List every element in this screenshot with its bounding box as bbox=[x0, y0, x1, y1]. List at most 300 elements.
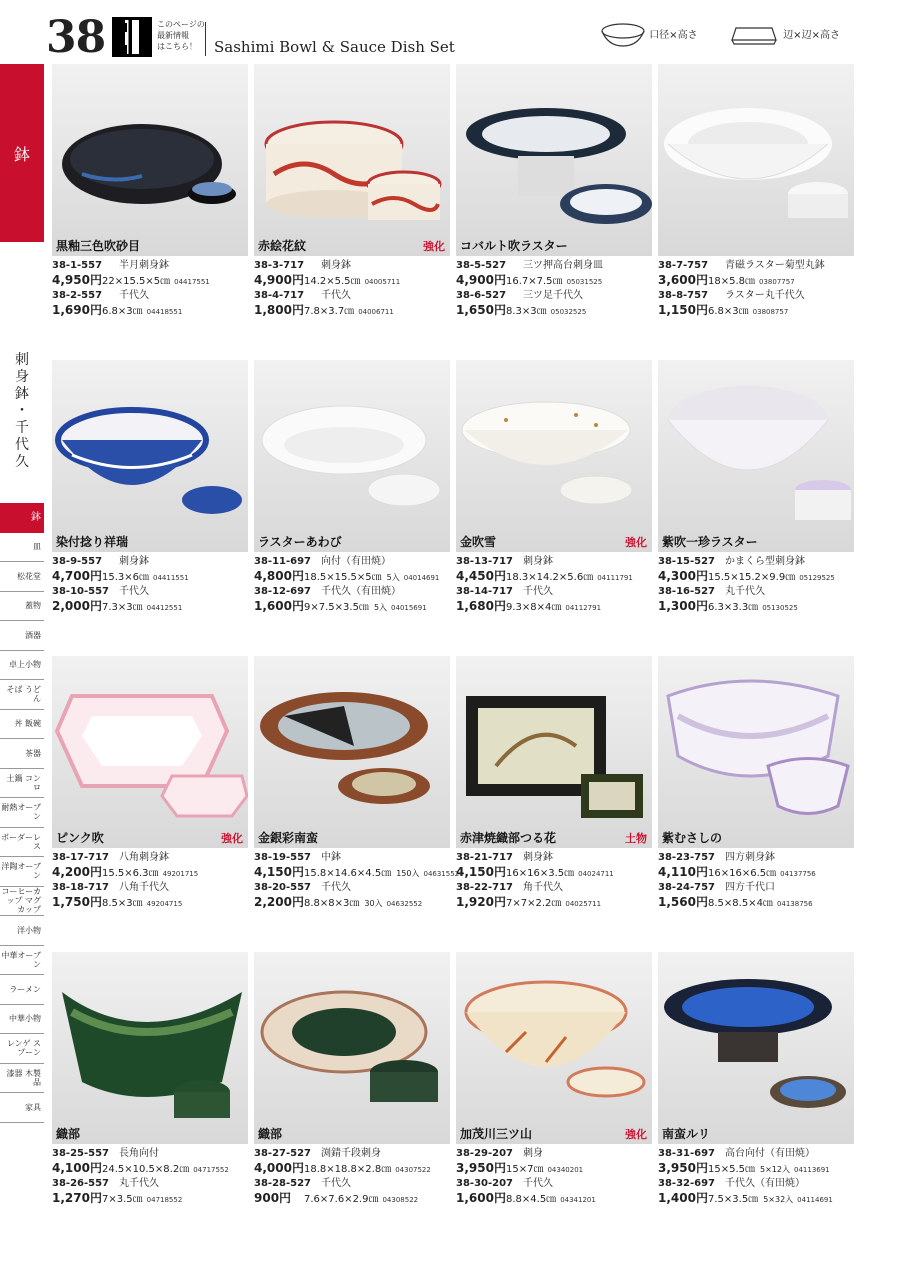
product-quantity: 5×12入 bbox=[760, 1165, 790, 1174]
product-price: 1,680円 bbox=[456, 599, 506, 613]
product-jan: 04015691 bbox=[391, 604, 427, 612]
product-name: 赤絵花紋 bbox=[258, 239, 307, 253]
product-desc: 八角刺身鉢 bbox=[119, 852, 169, 863]
product-desc: 刺身鉢 bbox=[523, 852, 553, 863]
product-image bbox=[456, 360, 652, 552]
product-code: 38-28-527 bbox=[254, 1178, 312, 1189]
product-code-line bbox=[254, 555, 450, 569]
product-card[interactable] bbox=[52, 952, 248, 1207]
product-card[interactable] bbox=[658, 656, 854, 911]
product-image bbox=[456, 656, 652, 848]
product-name: 赤津焼織部つる花 bbox=[460, 831, 557, 845]
product-info bbox=[658, 1147, 854, 1207]
product-code-line bbox=[52, 585, 248, 599]
product-price-line bbox=[52, 895, 248, 911]
product-price: 1,650円 bbox=[456, 303, 506, 317]
product-name: 染付捻り祥瑞 bbox=[56, 535, 129, 549]
product-code: 38-9-557 bbox=[52, 556, 103, 567]
product-desc: 四方刺身鉢 bbox=[725, 852, 775, 863]
product-size: 16.7×7.5㎝ bbox=[506, 276, 563, 287]
product-code-line bbox=[456, 259, 652, 273]
product-desc: 半月刺身鉢 bbox=[119, 260, 169, 271]
product-quantity: 30入 bbox=[364, 899, 383, 908]
product-price-line bbox=[254, 599, 450, 615]
product-code: 38-3-717 bbox=[254, 260, 305, 271]
product-image bbox=[52, 656, 248, 848]
product-price: 3,600円 bbox=[658, 273, 708, 287]
product-price-line bbox=[52, 569, 248, 585]
product-name: 織部 bbox=[258, 1127, 283, 1141]
product-size: 18.5×15.5×5㎝ bbox=[304, 572, 382, 583]
product-price-line bbox=[456, 895, 652, 911]
product-size: 7.3×3㎝ bbox=[102, 602, 143, 613]
product-jan: 04024711 bbox=[578, 870, 614, 878]
product-photo bbox=[658, 952, 854, 1144]
product-code-line bbox=[254, 289, 450, 303]
product-code: 38-10-557 bbox=[52, 586, 110, 597]
side-category-item[interactable]: 松花堂 bbox=[0, 562, 44, 592]
side-category-item[interactable]: そば うどん bbox=[0, 680, 44, 710]
page-number: 38 bbox=[46, 12, 106, 63]
product-price-line bbox=[254, 895, 450, 911]
product-code-line bbox=[254, 585, 450, 599]
product-card[interactable] bbox=[658, 360, 854, 615]
product-badge: 強化 bbox=[625, 536, 647, 549]
product-desc: 丸千代久 bbox=[119, 1178, 159, 1189]
product-code: 38-30-207 bbox=[456, 1178, 514, 1189]
product-jan: 04418551 bbox=[146, 308, 183, 316]
product-info bbox=[254, 259, 450, 319]
page-title: Sashimi Bowl & Sauce Dish Set bbox=[214, 38, 455, 56]
product-size: 15.3×6㎝ bbox=[102, 572, 150, 583]
product-desc: 千代久 bbox=[119, 290, 149, 301]
product-price-line bbox=[456, 569, 652, 585]
product-jan: 04006711 bbox=[358, 308, 394, 316]
product-desc: 千代久（有田焼） bbox=[321, 586, 401, 597]
legend-square bbox=[728, 22, 840, 48]
product-price-line bbox=[456, 865, 652, 881]
product-desc: 高台向付（有田焼） bbox=[725, 1148, 815, 1159]
product-size: 16×16×6.5㎝ bbox=[708, 868, 777, 879]
product-price-line bbox=[658, 1191, 854, 1207]
side-category-item[interactable]: レンゲ スプーン bbox=[0, 1034, 44, 1064]
product-info bbox=[52, 555, 248, 615]
product-image bbox=[254, 64, 450, 256]
product-price: 3,950円 bbox=[658, 1161, 708, 1175]
side-category-item[interactable]: 鉢 bbox=[0, 503, 44, 533]
product-code: 38-22-717 bbox=[456, 882, 514, 893]
product-price: 4,900円 bbox=[254, 273, 304, 287]
product-code-line bbox=[254, 259, 450, 273]
product-card[interactable] bbox=[456, 64, 652, 319]
product-quantity: 5入 bbox=[373, 603, 388, 612]
product-code: 38-21-717 bbox=[456, 852, 514, 863]
product-name: ピンク吹 bbox=[56, 831, 104, 845]
product-card[interactable] bbox=[456, 952, 652, 1207]
product-price: 4,200円 bbox=[52, 865, 102, 879]
product-jan: 49204715 bbox=[146, 900, 183, 908]
product-jan: 04005711 bbox=[364, 278, 401, 286]
product-price-line bbox=[658, 273, 854, 289]
product-jan: 03808757 bbox=[752, 308, 789, 316]
product-photo bbox=[254, 952, 450, 1144]
product-code: 38-17-717 bbox=[52, 852, 110, 863]
product-code-line bbox=[456, 851, 652, 865]
product-price-line bbox=[658, 1161, 854, 1177]
product-price-line bbox=[456, 273, 652, 289]
side-section-char: 千 bbox=[15, 420, 29, 436]
product-price: 1,920円 bbox=[456, 895, 506, 909]
product-image bbox=[254, 360, 450, 552]
product-code-line bbox=[52, 881, 248, 895]
product-card[interactable] bbox=[456, 656, 652, 911]
product-code: 38-27-527 bbox=[254, 1148, 312, 1159]
product-price-line bbox=[658, 303, 854, 319]
product-code: 38-19-557 bbox=[254, 852, 312, 863]
product-price-line bbox=[254, 1161, 450, 1177]
product-code: 38-7-757 bbox=[658, 260, 709, 271]
legend-round bbox=[600, 22, 698, 48]
product-price-line bbox=[658, 569, 854, 585]
product-price: 1,690円 bbox=[52, 303, 102, 317]
qr-caption bbox=[157, 19, 205, 52]
product-code-line bbox=[658, 259, 854, 273]
product-size: 15×7㎝ bbox=[506, 1164, 544, 1175]
product-card[interactable] bbox=[658, 952, 854, 1207]
product-jan: 04307522 bbox=[395, 1166, 431, 1174]
product-code-line bbox=[52, 1177, 248, 1191]
product-desc: 角千代久 bbox=[523, 882, 563, 893]
product-desc: 三ツ押高台刺身皿 bbox=[523, 260, 603, 271]
product-code: 38-11-697 bbox=[254, 556, 312, 567]
side-section-char: 身 bbox=[15, 369, 29, 385]
product-jan: 04114691 bbox=[797, 1196, 833, 1204]
product-size: 6.3×3.3㎝ bbox=[708, 602, 759, 613]
product-price: 2,200円 bbox=[254, 895, 304, 909]
product-info bbox=[254, 1147, 450, 1207]
product-code-line bbox=[658, 585, 854, 599]
product-name: 織部 bbox=[56, 1127, 81, 1141]
product-price-line bbox=[52, 1161, 248, 1177]
product-quantity: 5入 bbox=[386, 573, 400, 582]
product-code: 38-12-697 bbox=[254, 586, 312, 597]
product-jan: 05032525 bbox=[550, 308, 587, 316]
product-code: 38-15-527 bbox=[658, 556, 716, 567]
product-name: ラスターあわび bbox=[258, 535, 342, 549]
product-code: 38-8-757 bbox=[658, 290, 709, 301]
product-price: 1,300円 bbox=[658, 599, 708, 613]
side-category-item[interactable]: ラーメン bbox=[0, 975, 44, 1005]
side-category-item[interactable]: コーヒーカップ マグカップ bbox=[0, 887, 44, 917]
product-price: 4,700円 bbox=[52, 569, 102, 583]
product-desc: 長角向付 bbox=[119, 1148, 159, 1159]
product-size: 6.8×3㎝ bbox=[102, 306, 143, 317]
product-jan: 04138756 bbox=[776, 900, 813, 908]
product-name: 金銀彩南蛮 bbox=[258, 831, 319, 845]
side-section-char: ・ bbox=[15, 403, 29, 419]
product-card[interactable] bbox=[52, 360, 248, 615]
product-desc: 八角千代久 bbox=[119, 882, 169, 893]
product-price: 4,100円 bbox=[52, 1161, 102, 1175]
round-bowl-icon bbox=[600, 22, 646, 48]
product-photo bbox=[456, 360, 652, 552]
product-quantity: 150入 bbox=[396, 869, 420, 878]
product-info bbox=[456, 851, 652, 911]
side-category-item[interactable]: 家具 bbox=[0, 1093, 44, 1123]
product-size: 9×7.5×3.5㎝ bbox=[304, 602, 369, 613]
product-name: 金吹雪 bbox=[460, 535, 497, 549]
product-price-line bbox=[254, 303, 450, 319]
product-code: 38-23-757 bbox=[658, 852, 716, 863]
product-code: 38-1-557 bbox=[52, 260, 103, 271]
product-photo bbox=[52, 656, 248, 848]
product-code-line bbox=[52, 289, 248, 303]
product-badge: 強化 bbox=[625, 1128, 647, 1141]
side-category-item[interactable]: 中華オーブン bbox=[0, 946, 44, 976]
product-code: 38-24-757 bbox=[658, 882, 716, 893]
product-photo bbox=[456, 64, 652, 256]
product-size: 15.5×6.3㎝ bbox=[102, 868, 159, 879]
product-jan: 04308522 bbox=[382, 1196, 419, 1204]
product-jan: 04025711 bbox=[565, 900, 602, 908]
side-category-item[interactable]: 土鍋 コンロ bbox=[0, 769, 44, 799]
product-code: 38-26-557 bbox=[52, 1178, 110, 1189]
product-price: 4,950円 bbox=[52, 273, 102, 287]
product-code-line bbox=[658, 1147, 854, 1161]
product-jan: 05031525 bbox=[566, 278, 603, 286]
side-category-item[interactable]: ボーダーレス bbox=[0, 828, 44, 858]
product-image bbox=[658, 656, 854, 848]
product-size: 7×3.5㎝ bbox=[102, 1194, 143, 1205]
product-price: 4,900円 bbox=[456, 273, 506, 287]
product-code-line bbox=[456, 289, 652, 303]
product-size: 8.8×8×3㎝ bbox=[304, 898, 360, 909]
product-jan: 05129525 bbox=[799, 574, 835, 582]
product-price-line bbox=[456, 1161, 652, 1177]
product-desc: 青磁ラスター菊型丸鉢 bbox=[725, 260, 825, 271]
product-price: 2,000円 bbox=[52, 599, 102, 613]
product-jan: 04112791 bbox=[565, 604, 602, 612]
product-image bbox=[456, 952, 652, 1144]
product-jan: 04412551 bbox=[146, 604, 183, 612]
product-photo bbox=[254, 656, 450, 848]
product-price: 4,110円 bbox=[658, 865, 708, 879]
product-size: 9.3×8×4㎝ bbox=[506, 602, 562, 613]
product-code-line bbox=[254, 881, 450, 895]
product-desc: 千代久 bbox=[119, 586, 149, 597]
product-card[interactable] bbox=[254, 952, 450, 1207]
product-size: 7.5×3.5㎝ bbox=[708, 1194, 759, 1205]
product-photo bbox=[456, 656, 652, 848]
product-code: 38-25-557 bbox=[52, 1148, 110, 1159]
product-code: 38-18-717 bbox=[52, 882, 110, 893]
product-code-line bbox=[52, 1147, 248, 1161]
product-code-line bbox=[254, 1147, 450, 1161]
product-info bbox=[254, 555, 450, 615]
product-price-line bbox=[456, 303, 652, 319]
side-category-item[interactable]: 酒器 bbox=[0, 621, 44, 651]
product-size: 16×16×3.5㎝ bbox=[506, 868, 575, 879]
product-price: 4,150円 bbox=[456, 865, 506, 879]
side-category-list bbox=[0, 503, 44, 1123]
product-image bbox=[52, 952, 248, 1144]
product-code-line bbox=[52, 851, 248, 865]
product-size: 8.5×3㎝ bbox=[102, 898, 143, 909]
product-desc: 刺身鉢 bbox=[523, 556, 553, 567]
product-photo bbox=[658, 656, 854, 848]
product-desc: 千代久（有田焼） bbox=[725, 1178, 805, 1189]
product-size: 18.3×14.2×5.6㎝ bbox=[506, 572, 594, 583]
product-desc: かまくら型刺身鉢 bbox=[725, 556, 805, 567]
product-badge: 強化 bbox=[423, 240, 445, 253]
product-price-line bbox=[254, 569, 450, 585]
product-desc: 千代久 bbox=[523, 586, 553, 597]
product-price: 900円 bbox=[254, 1191, 292, 1205]
product-photo bbox=[254, 360, 450, 552]
square-dish-icon bbox=[728, 22, 780, 48]
product-code-line bbox=[254, 851, 450, 865]
product-quantity: 5×32入 bbox=[763, 1195, 794, 1204]
side-category-item[interactable]: 蓋物 bbox=[0, 592, 44, 622]
product-card[interactable] bbox=[254, 360, 450, 615]
product-price: 4,450円 bbox=[456, 569, 506, 583]
product-card[interactable] bbox=[254, 656, 460, 911]
side-section-char: 鉢 bbox=[15, 386, 29, 402]
product-name: 黒釉三色吹砂目 bbox=[56, 239, 141, 253]
product-card[interactable] bbox=[52, 64, 248, 319]
product-info bbox=[658, 851, 854, 911]
product-photo bbox=[658, 360, 854, 552]
product-image bbox=[52, 64, 248, 256]
side-category-item[interactable]: 茶器 bbox=[0, 739, 44, 769]
side-category-item[interactable]: 耐熱オーブン bbox=[0, 798, 44, 828]
qr-code-icon[interactable] bbox=[112, 17, 152, 57]
product-jan: 04717552 bbox=[193, 1166, 229, 1174]
product-image bbox=[658, 64, 854, 256]
product-price: 1,270円 bbox=[52, 1191, 102, 1205]
qr-caption-line: このページの bbox=[157, 20, 205, 29]
product-size: 15.8×14.6×4.5㎝ bbox=[304, 868, 392, 879]
product-jan: 04718552 bbox=[146, 1196, 183, 1204]
product-card[interactable] bbox=[254, 64, 450, 319]
side-category-item[interactable]: 漆器 木製品 bbox=[0, 1064, 44, 1094]
product-price-line bbox=[658, 599, 854, 615]
product-image bbox=[456, 64, 652, 256]
product-jan: 04632552 bbox=[386, 900, 423, 908]
product-code: 38-4-717 bbox=[254, 290, 305, 301]
side-category-item[interactable]: 丼 飯碗 bbox=[0, 710, 44, 740]
legend-square-label: 辺×辺×高さ bbox=[783, 30, 840, 41]
product-jan: 04417551 bbox=[174, 278, 210, 286]
product-price: 4,000円 bbox=[254, 1161, 304, 1175]
product-code: 38-5-527 bbox=[456, 260, 507, 271]
product-desc: 刺身 bbox=[523, 1148, 543, 1159]
product-size: 8.5×8.5×4㎝ bbox=[708, 898, 773, 909]
product-info bbox=[254, 851, 460, 911]
product-price: 1,400円 bbox=[658, 1191, 708, 1205]
product-jan: 04340201 bbox=[547, 1166, 584, 1174]
product-code-line bbox=[456, 1177, 652, 1191]
product-jan: 04631552 bbox=[423, 870, 460, 878]
product-jan: 04111791 bbox=[597, 574, 633, 582]
product-desc: 四方千代口 bbox=[725, 882, 775, 893]
product-image bbox=[254, 952, 450, 1144]
side-category-item[interactable]: 皿 bbox=[0, 533, 44, 563]
product-code: 38-13-717 bbox=[456, 556, 514, 567]
product-price: 1,600円 bbox=[456, 1191, 506, 1205]
product-name: 紫吹一珍ラスター bbox=[662, 535, 758, 549]
product-info bbox=[52, 259, 248, 319]
product-code-line bbox=[658, 881, 854, 895]
qr-caption-line: 最新情報 bbox=[157, 31, 189, 40]
product-price-line bbox=[52, 1191, 248, 1207]
product-code-line bbox=[658, 555, 854, 569]
product-code-line bbox=[658, 851, 854, 865]
product-size: 8.8×4.5㎝ bbox=[506, 1194, 557, 1205]
product-code-line bbox=[658, 289, 854, 303]
product-code-line bbox=[456, 585, 652, 599]
side-category-item[interactable]: 卓上小物 bbox=[0, 651, 44, 681]
product-size: 22×15.5×5㎝ bbox=[102, 276, 171, 287]
qr-caption-line: はこちら！ bbox=[157, 42, 197, 51]
product-price-line bbox=[254, 1191, 450, 1207]
product-price-line bbox=[52, 273, 248, 289]
product-image bbox=[254, 656, 450, 848]
product-name: コバルト吹ラスター bbox=[460, 239, 568, 253]
product-desc: 渕錆千段刺身 bbox=[321, 1148, 381, 1159]
product-card[interactable] bbox=[456, 360, 652, 615]
product-price-line bbox=[254, 865, 460, 881]
product-desc: 刺身鉢 bbox=[119, 556, 149, 567]
product-card[interactable] bbox=[658, 64, 854, 319]
product-desc: 千代久 bbox=[523, 1178, 553, 1189]
side-category-item[interactable]: 洋陶オーブン bbox=[0, 857, 44, 887]
product-code: 38-32-697 bbox=[658, 1178, 716, 1189]
product-code: 38-16-527 bbox=[658, 586, 716, 597]
product-info bbox=[456, 1147, 652, 1207]
product-info bbox=[658, 555, 854, 615]
product-price: 4,150円 bbox=[254, 865, 304, 879]
product-price-line bbox=[658, 865, 854, 881]
product-desc: ラスター丸千代久 bbox=[725, 290, 805, 301]
product-badge: 強化 bbox=[221, 832, 243, 845]
product-size: 7.8×3.7㎝ bbox=[304, 306, 355, 317]
product-size: 18×5.8㎝ bbox=[708, 276, 756, 287]
product-price-line bbox=[254, 273, 450, 289]
product-desc: 中鉢 bbox=[321, 852, 341, 863]
product-card[interactable] bbox=[52, 656, 248, 911]
product-code: 38-14-717 bbox=[456, 586, 514, 597]
product-info bbox=[456, 259, 652, 319]
side-category-item[interactable]: 中華小物 bbox=[0, 1005, 44, 1035]
product-jan: 04014691 bbox=[403, 574, 440, 582]
product-price-line bbox=[52, 303, 248, 319]
product-code-line bbox=[456, 555, 652, 569]
product-price: 1,800円 bbox=[254, 303, 304, 317]
product-price-line bbox=[52, 599, 248, 615]
product-code-line bbox=[52, 259, 248, 273]
side-category-item[interactable]: 洋小物 bbox=[0, 916, 44, 946]
product-photo bbox=[52, 952, 248, 1144]
product-image bbox=[658, 360, 854, 552]
product-code: 38-31-697 bbox=[658, 1148, 716, 1159]
product-price: 1,150円 bbox=[658, 303, 708, 317]
product-size: 7.6×7.6×2.9㎝ bbox=[304, 1194, 379, 1205]
product-price: 3,950円 bbox=[456, 1161, 506, 1175]
side-tab-bowl[interactable]: 鉢 bbox=[0, 64, 44, 242]
product-info bbox=[52, 1147, 248, 1207]
product-code-line bbox=[658, 1177, 854, 1191]
